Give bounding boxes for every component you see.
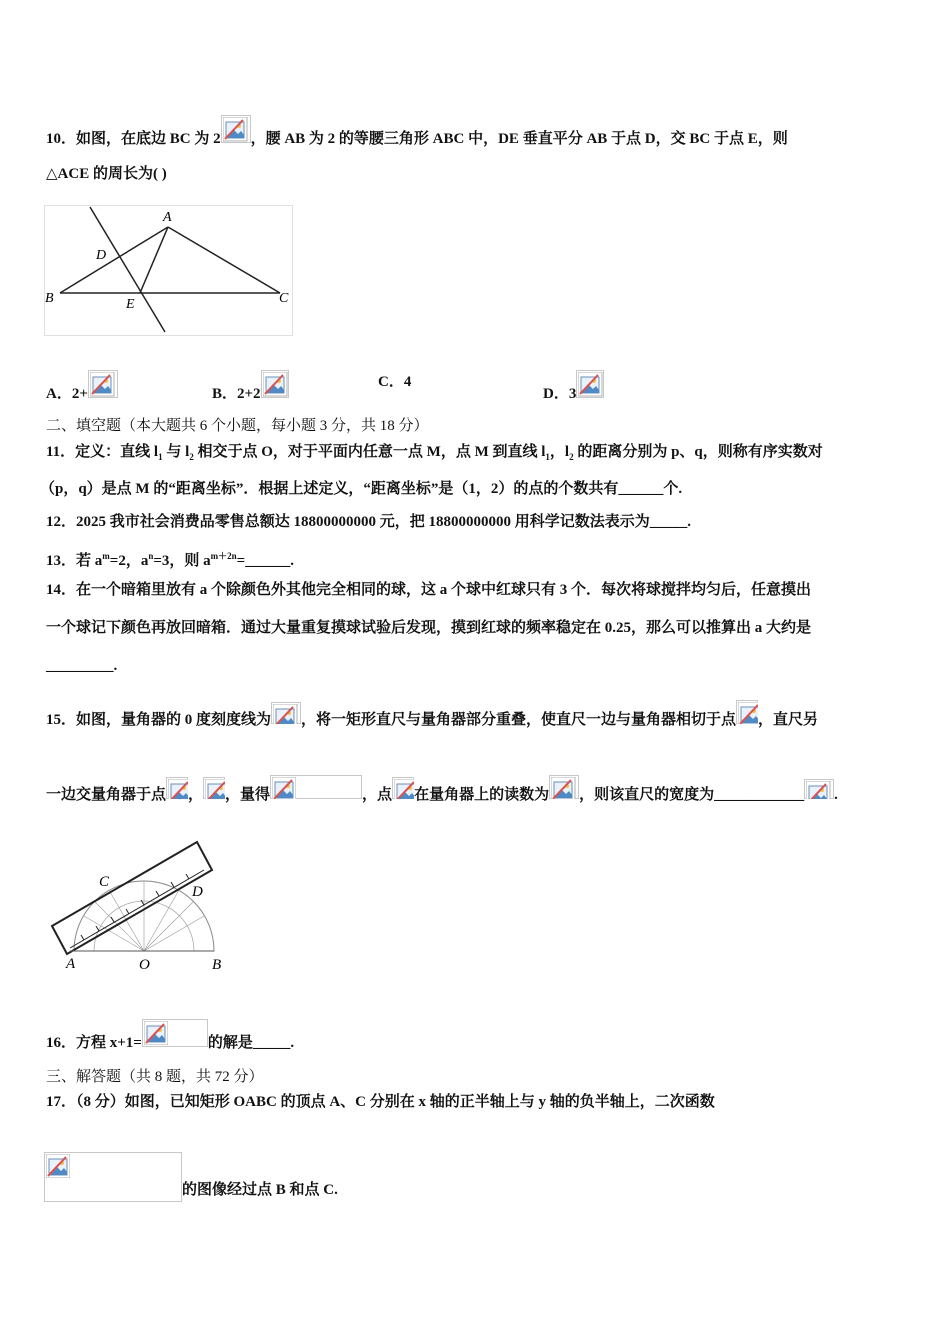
q17-line2: 的图像经过点 B 和点 C.	[44, 1152, 338, 1202]
formula-image-icon	[88, 370, 118, 398]
q16-text: 16．方程 x+1= 的解是_____.	[46, 1019, 294, 1053]
q10-option-c[interactable]: C．4	[378, 374, 412, 390]
formula-image-icon	[142, 1019, 208, 1047]
formula-image-icon	[804, 779, 834, 799]
q10-text-a: 10．如图，在底边 BC 为 2	[46, 131, 221, 147]
q11-line2: （p，q）是点 M 的“距离坐标”．根据上述定义，“距离坐标”是（1，2）的点的个数共有______个.	[40, 481, 683, 497]
q12-text: 12．2025 我市社会消费品零售总额达 18800000000 元，把 18800000000 用科学记数法表示为_____.	[46, 514, 692, 530]
protractor-ticks	[84, 881, 204, 951]
formula-image-icon	[166, 777, 188, 799]
q10-option-a[interactable]: A．2+	[46, 370, 118, 403]
formula-image-icon	[271, 702, 301, 724]
ruler-outline	[52, 842, 212, 954]
q10-line2: △ACE 的周长为( )	[46, 166, 167, 182]
formula-image-icon	[576, 370, 604, 398]
label-c: C	[99, 874, 110, 890]
section-2-title: 二、填空题（本大题共 6 个小题，每小题 3 分，共 18 分）	[46, 418, 429, 434]
q10-triangle-figure	[44, 205, 294, 337]
segment-ac	[168, 227, 280, 293]
label-b: B	[45, 291, 54, 306]
formula-image-icon	[270, 775, 362, 799]
formula-image-icon	[392, 777, 414, 799]
q11-line1: 11．定义：直线 $l_1$ 与 $l_2$ 相交于点 O，对于平面内任意一点 M，点 M 到直线 $l_1$，$l_2$ 的距离分别为 p、q，则称有序实数对	[46, 444, 823, 462]
label-d: D	[96, 248, 107, 263]
segment-ab	[60, 227, 168, 293]
q14-line3: _________.	[46, 658, 118, 674]
label-a: A	[163, 210, 172, 225]
segment-ae	[140, 227, 168, 293]
label-c: C	[279, 291, 289, 306]
label-o: O	[139, 957, 150, 973]
formula-image-icon	[221, 115, 251, 143]
q13-text: 13．若 $a^m=2$，$a^n=3$，则 $a^{m+2n}=\_\_\_\_\_\_$.	[46, 551, 294, 569]
q15-protractor-figure	[44, 808, 234, 978]
q10-text-b: ，腰 AB 为 2 的等腰三角形 ABC 中，DE 垂直平分 AB 于点 D，交 BC 于点 E，则	[250, 131, 788, 147]
q17-line1: 17．（8 分）如图，已知矩形 OABC 的顶点 A、C 分别在 x 轴的正半轴上与 y 轴的负半轴上，二次函数	[46, 1094, 715, 1110]
q10-option-d[interactable]: D．3	[543, 370, 604, 403]
q15-line1: 15．如图，量角器的 0 度刻度线为 ，将一矩形直尺与量角器部分重叠，使直尺一边与量角器相切于点 ，直尺另	[46, 700, 818, 730]
label-e: E	[126, 297, 135, 312]
q14-line1: 14．在一个暗箱里放有 a 个除颜色外其他完全相同的球，这 a 个球中红球只有 3 个．每次将球搅拌均匀后，任意摸出	[46, 582, 812, 598]
label-d: D	[192, 884, 203, 900]
formula-image-icon	[736, 700, 758, 724]
formula-image-icon	[44, 1152, 182, 1202]
section-3-title: 三、解答题（共 8 题，共 72 分）	[46, 1069, 264, 1085]
label-b: B	[212, 957, 222, 973]
perpendicular-bisector-de	[90, 207, 165, 332]
q10-line1	[46, 115, 788, 149]
formula-image-icon	[203, 777, 225, 799]
formula-image-icon	[261, 370, 289, 398]
label-a: A	[66, 956, 76, 972]
q10-option-b[interactable]: B．2+2	[212, 370, 289, 403]
ruler-ticks	[81, 874, 189, 940]
q15-line2: 一边交量角器于点 ， ，量得 ，点 在量角器上的读数为 ，则该直尺的宽度为____________ .	[46, 775, 838, 805]
formula-image-icon	[549, 775, 579, 799]
q14-line2: 一个球记下颜色再放回暗箱．通过大量重复摸球试验后发现，摸到红球的频率稳定在 0.25，那么可以推算出 a 大约是	[46, 620, 812, 636]
